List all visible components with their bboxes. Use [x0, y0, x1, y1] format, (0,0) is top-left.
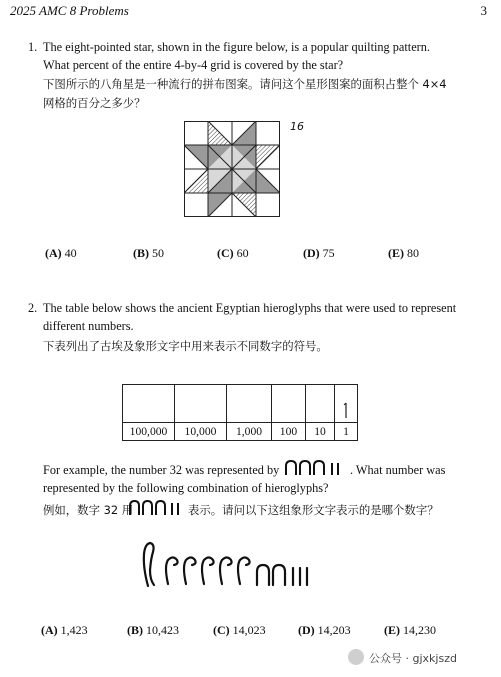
table-cell: 1 — [335, 423, 358, 441]
hieroglyph-combination-figure — [140, 538, 318, 588]
hieroglyph-32-zh-icon — [128, 500, 186, 516]
stroke-one-glyph-icon — [342, 401, 350, 419]
q2-choice-c: (C) 14,023 — [213, 623, 266, 637]
table-row — [123, 423, 358, 441]
watermark-text: 公众号 · gjxkjszd — [369, 652, 457, 665]
glyph-cell — [335, 385, 358, 423]
q1-choice-d: (D) 75 — [303, 246, 335, 260]
q1-choice-a: (A) 40 — [45, 246, 77, 260]
q2-number: 2. — [28, 301, 38, 315]
q1-text-zh-1: 下图所示的八角星是一种流行的拼布图案。请问这个星形图案的面积占整个 4×4 — [43, 77, 447, 91]
q1-choice-e: (E) 80 — [388, 246, 419, 260]
table-cell: 10,000 — [175, 423, 227, 441]
q2-example-en-2: represented by the following combination of hieroglyphs? — [43, 481, 329, 495]
q2-example-en-1-end: . What number was — [350, 463, 446, 477]
q2-choice-e: (E) 14,230 — [384, 623, 436, 637]
q1-text-zh-2: 网格的百分之多少？ — [43, 96, 146, 110]
wechat-logo-icon — [348, 649, 364, 665]
glyph-cell — [306, 385, 335, 423]
q2-example-en-1: For example, the number 32 was represented by — [43, 463, 280, 477]
table-cell: 1,000 — [227, 423, 272, 441]
q2-text-zh-1: 下表列出了古埃及象形文字中用来表示不同数字的符号。 — [43, 339, 328, 353]
q2-example-zh-1-end: 表示。请问以下这组象形文字表示的是哪个数字？ — [188, 503, 439, 517]
q2-text-en-1: The table below shows the ancient Egyptian hieroglyphs that were used to represent — [43, 301, 457, 315]
page-number: 3 — [480, 3, 487, 18]
q1-number: 1. — [28, 40, 38, 54]
glyph-cell — [227, 385, 272, 423]
q2-choice-a: (A) 1,423 — [41, 623, 88, 637]
q2-example-zh-1: 例如，数字 32 用 — [43, 503, 134, 517]
q1-text-en-1: The eight-pointed star, shown in the figure below, is a popular quilting pattern. — [43, 40, 430, 54]
glyph-cell — [123, 385, 175, 423]
handwritten-annotation: 16 — [290, 120, 304, 133]
hieroglyph-table — [122, 384, 358, 441]
table-cell: 100 — [272, 423, 306, 441]
star-figure — [184, 121, 280, 217]
hieroglyph-32-icon — [284, 460, 348, 476]
page-header-title: 2025 AMC 8 Problems — [10, 3, 129, 18]
table-row — [123, 385, 358, 423]
table-cell: 10 — [306, 423, 335, 441]
q1-text-en-2: What percent of the entire 4-by-4 grid is covered by the star? — [43, 58, 344, 72]
q2-choice-d: (D) 14,203 — [298, 623, 351, 637]
q1-choice-c: (C) 60 — [217, 246, 249, 260]
q2-choice-b: (B) 10,423 — [127, 623, 179, 637]
glyph-cell — [272, 385, 306, 423]
glyph-cell — [175, 385, 227, 423]
table-cell: 100,000 — [123, 423, 175, 441]
q2-text-en-2: different numbers. — [43, 319, 134, 333]
q1-choice-b: (B) 50 — [133, 246, 164, 260]
